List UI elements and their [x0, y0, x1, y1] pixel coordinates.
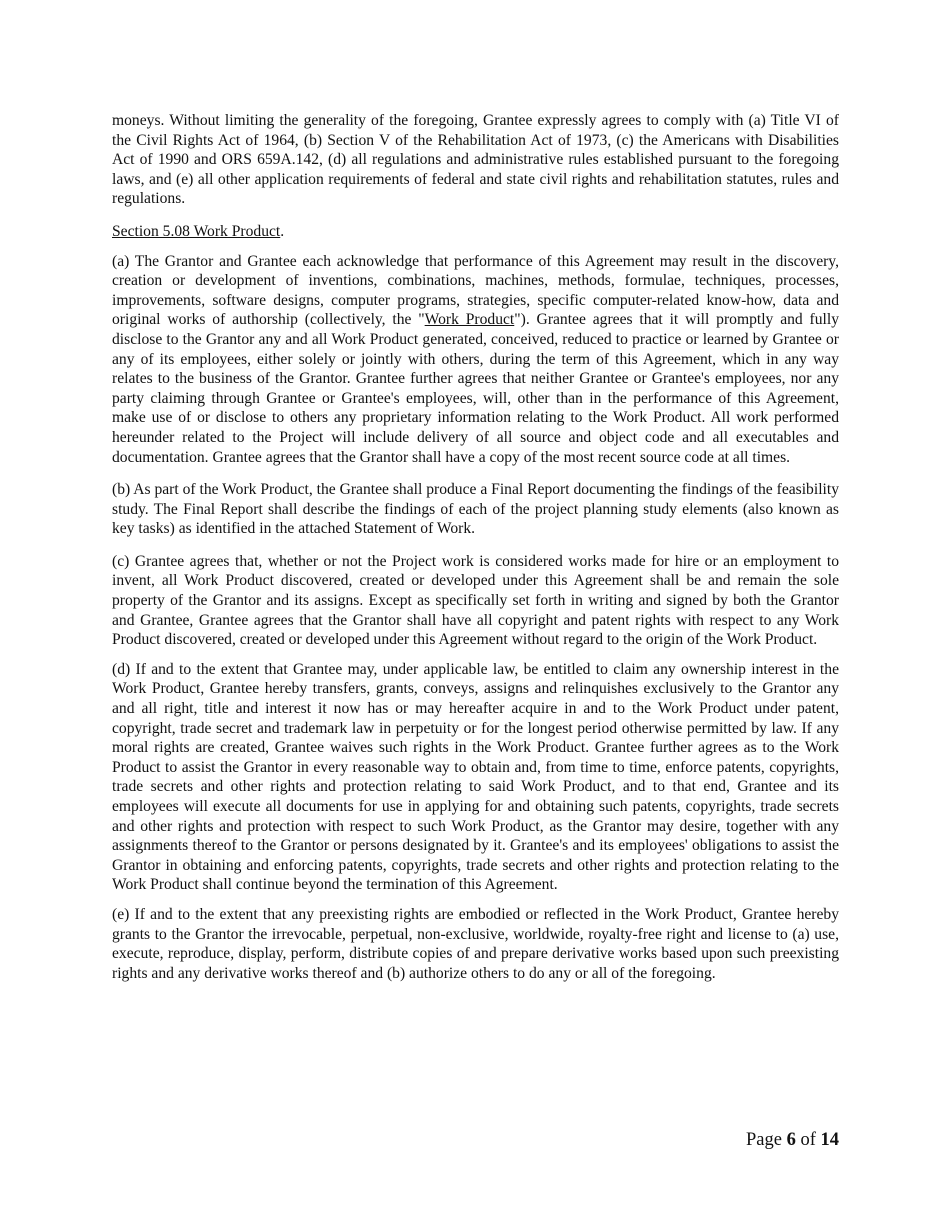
section-heading-title: Section 5.08 Work Product [112, 222, 281, 240]
paragraph-e: (e) If and to the extent that any preexisting rights are embodied or reflected in the Work Product, Grantee hereby grants to the Grantor the irrevocable, perpetual, non-exclusive, worldwide, royalty-free right and license to (a) use, execute, reproduce, display, perform, distribute copies of and prepare derivative works based upon such preexisting rights and any derivative works thereof and (b) authorize others to do any or all of the foregoing. [112, 905, 839, 982]
paragraph-a [112, 252, 839, 468]
current-page-number: 6 [786, 1130, 796, 1150]
work-product-term: Work Product [424, 311, 515, 329]
paragraph-b: (b) As part of the Work Product, the Grantee shall produce a Final Report documenting the findings of the feasibility study. The Final Report shall describe the findings of each of the project planning study elements (also known as key tasks) as identified in the attached Statement of Work. [112, 481, 839, 538]
paragraph-a-rest: "). Grantee agrees that it will promptly and fully disclose to the Grantor any and all Work Product generated, conceived, reduced to practice or learned by Grantee or any of its employees, either solely or jointly with others, during the term of this Agreement, which in any way relates to the business of the Grantor. Grantee further agrees that neither Grantee or Grantee's employees, nor any party claiming through Grantee or Grantee's employees, will, other than in the performance of this Agreement, make use of or disclose to others any proprietary information relating to the Work Product. All work performed hereunder related to the Project will include delivery of all source and object code and all executables and documentation. Grantee agrees that the Grantor shall have a copy of the most recent source code at all times. [112, 311, 839, 466]
section-heading-period: . [280, 222, 285, 240]
page-number-footer [746, 1130, 839, 1151]
page-label: Page [745, 1130, 782, 1150]
section-heading [112, 222, 839, 242]
paragraph-c: (c) Grantee agrees that, whether or not the Project work is considered works made for hire or an employment to invent, all Work Product discovered, created or developed under this Agreement shall be and remain the sole property of the Grantor and its assigns. Except as specifically set forth in writing and signed by both the Grantor and Grantee, Grantee agrees that the Grantor shall have all copyright and patent rights with respect to any Work Product discovered, created or developed under this Agreement without regard to the origin of the Work Product. [112, 552, 839, 649]
paragraph-a-start: (a) The Grantor and Grantee each acknowledge that performance of this Agreement may result in the discovery, creation or development of inventions, combinations, machines, methods, formulae, techniques, processes, improvements, software designs, computer programs, strategies, specific computer-related know-how, data and original works of authorship (collectively, the " [112, 252, 839, 329]
document-page [112, 111, 839, 983]
of-label: of [800, 1130, 816, 1150]
paragraph-d: (d) If and to the extent that Grantee may, under applicable law, be entitled to claim any ownership interest in the Work Product, Grantee hereby transfers, grants, conveys, assigns and relinquishes exclusively to the Grantor any and all right, title and interest it now has or may hereafter acquire in and to the Work Product under patent, copyright, trade secret and trademark law in perpetuity or for the longest period otherwise permitted by law. If any moral rights are created, Grantee waives such rights in the Work Product. Grantee further agrees as to the Work Product to assist the Grantor in every reasonable way to obtain and, from time to time, enforce patents, copyrights, trade secrets and other rights and protection relating to said Work Product, and to that end, Grantee and its employees will execute all documents for use in applying for and obtaining such patents, copyrights, trade secrets and other rights and protection with respect to such Work Product, as the Grantor may desire, together with any assignments thereof to the Grantor or persons designated by it. Grantee's and its employees' obligations to assist the Grantor in obtaining and enforcing patents, copyrights, trade secrets and other rights and protection relating to the Work Product shall continue beyond the termination of this Agreement. [112, 660, 839, 894]
total-pages-number: 14 [820, 1130, 839, 1150]
intro-paragraph: moneys. Without limiting the generality of the foregoing, Grantee expressly agrees to comply with (a) Title VI of the Civil Rights Act of 1964, (b) Section V of the Rehabilitation Act of 1973, (c) the Americans with Disabilities Act of 1990 and ORS 659A.142, (d) all regulations and administrative rules established pursuant to the foregoing laws, and (e) all other application requirements of federal and state civil rights and rehabilitation statutes, rules and regulations. [112, 112, 839, 208]
